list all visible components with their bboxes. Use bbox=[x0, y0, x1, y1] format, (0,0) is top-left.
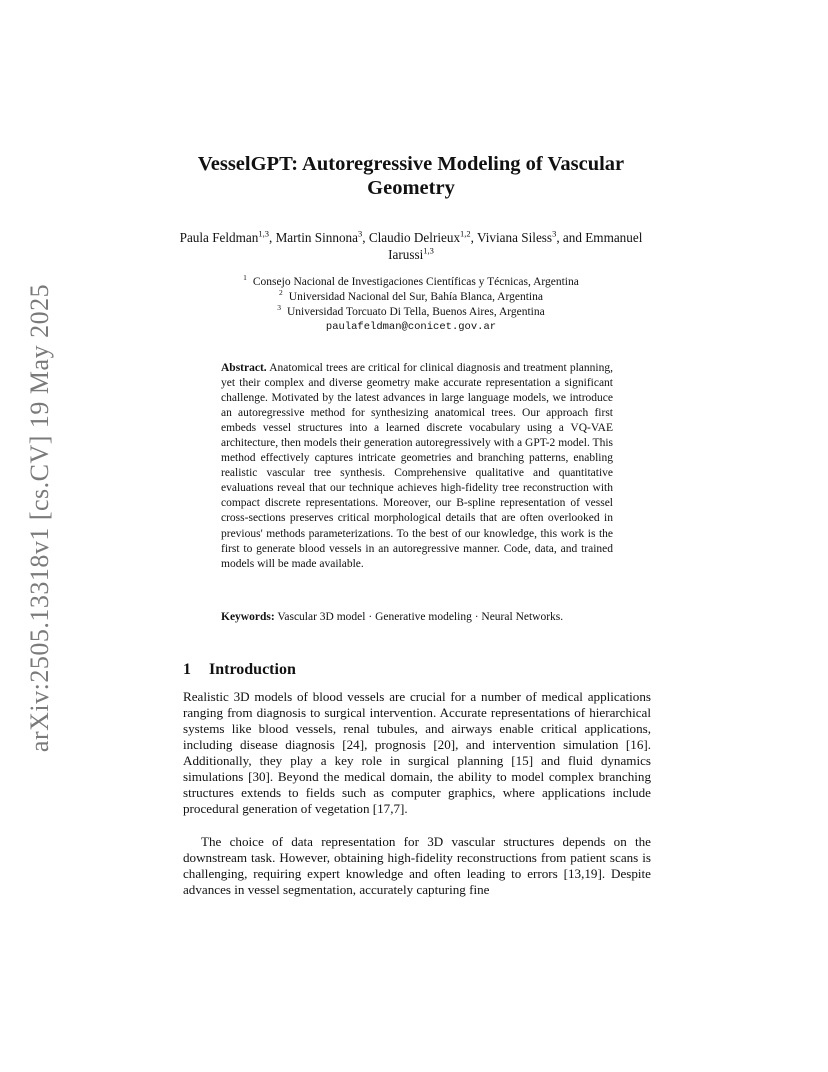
author-list bbox=[170, 229, 652, 263]
author-separator: , and bbox=[556, 230, 586, 245]
keywords-block bbox=[221, 610, 613, 625]
author-separator: , bbox=[470, 230, 478, 245]
keywords-text: Vascular 3D model · Generative modeling · Neural Networks. bbox=[277, 611, 564, 623]
paper-title: VesselGPT: Autoregressive Modeling of Vascular Geometry bbox=[197, 153, 625, 199]
affiliation-line bbox=[170, 275, 652, 290]
keywords-label: Keywords: bbox=[221, 611, 275, 623]
affiliation-text: Universidad Torcuato Di Tella, Buenos Aires, Argentina bbox=[287, 306, 545, 318]
author-affiliation-mark: 3 bbox=[552, 228, 557, 239]
author-affiliation-mark: 1,3 bbox=[423, 245, 434, 256]
body-paragraph: Realistic 3D models of blood vessels are crucial for a number of medical applications ranging from diagnosis to surgical intervention. Accurate representations of hierarchical systems like blood vessels, renal tubules, and airways enable critical applications, including disease diagnosis [24], prognosis [20], and intervention simulation [16]. Additionally, they play a key role in surgical planning [15] and fluid dynamics simulations [30]. Beyond the medical domain, the ability to model complex branching structures extends to fields such as computer graphics, where applications include procedural generation of vegetation [17,7]. bbox=[183, 689, 651, 817]
affiliation-number: 3 bbox=[277, 303, 281, 313]
author-name: Claudio Delrieux bbox=[368, 230, 461, 245]
abstract-label: Abstract. bbox=[221, 362, 267, 374]
author-name: Martin Sinnona bbox=[275, 230, 358, 245]
body-paragraph: The choice of data representation for 3D vascular structures depends on the downstream task. However, obtaining high-fidelity reconstructions from patient scans is challenging, requiring expert knowledge and often leading to errors [13,19]. Despite advances in vessel segmentation, accurately capturing fine bbox=[183, 834, 651, 898]
affiliation-list bbox=[170, 275, 652, 335]
arxiv-identifier-text: arXiv:2505.13318v1 [cs.CV] 19 May 2025 bbox=[25, 283, 54, 753]
author-affiliation-mark: 1,3 bbox=[258, 228, 269, 239]
author-separator: , bbox=[268, 230, 276, 245]
affiliation-text: Universidad Nacional del Sur, Bahía Blanca, Argentina bbox=[288, 291, 543, 303]
author-separator: , bbox=[362, 230, 369, 245]
section-heading bbox=[183, 660, 296, 680]
affiliation-text: Consejo Nacional de Investigaciones Científicas y Técnicas, Argentina bbox=[252, 276, 579, 288]
author-name: Paula Feldman bbox=[179, 230, 259, 245]
affiliation-line bbox=[170, 290, 652, 305]
contact-email: paulafeldman@conicet.gov.ar bbox=[325, 321, 497, 333]
author-affiliation-mark: 1,2 bbox=[460, 228, 471, 239]
section-title: Introduction bbox=[209, 661, 296, 678]
affiliation-number: 1 bbox=[243, 273, 247, 283]
author-name: Viviana Siless bbox=[477, 230, 553, 245]
author-name: Emmanuel Iarussi bbox=[388, 230, 643, 262]
affiliation-line bbox=[170, 305, 652, 320]
abstract-text: Anatomical trees are critical for clinical diagnosis and treatment planning, yet their complex and diverse geometry make accurate representation a significant challenge. Motivated by the latest advances in large language models, we introduce an autoregressive method for synthesizing anatomical trees. Our approach first embeds vessel structures into a learned discrete vocabulary using a VQ-VAE architecture, then models their generation autoregressively with a GPT-2 model. This method effectively captures intricate geometries and branching patterns, enabling realistic vascular tree synthesis. Comprehensive qualitative and quantitative evaluations reveal that our technique achieves high-fidelity tree reconstruction with compact discrete representations. Moreover, our B-spline representation of vessel cross-sections preserves critical morphological details that are often overlooked in previous' methods parameterizations. To the best of our knowledge, this work is the first to generate blood vessels in an autoregressive manner. Code, data, and trained models will be made available. bbox=[221, 362, 613, 570]
arxiv-identifier-stamp bbox=[20, 277, 60, 759]
author-affiliation-mark: 3 bbox=[358, 228, 363, 239]
section-number: 1 bbox=[183, 661, 191, 678]
affiliation-number: 2 bbox=[279, 288, 283, 298]
abstract-block bbox=[221, 361, 613, 572]
